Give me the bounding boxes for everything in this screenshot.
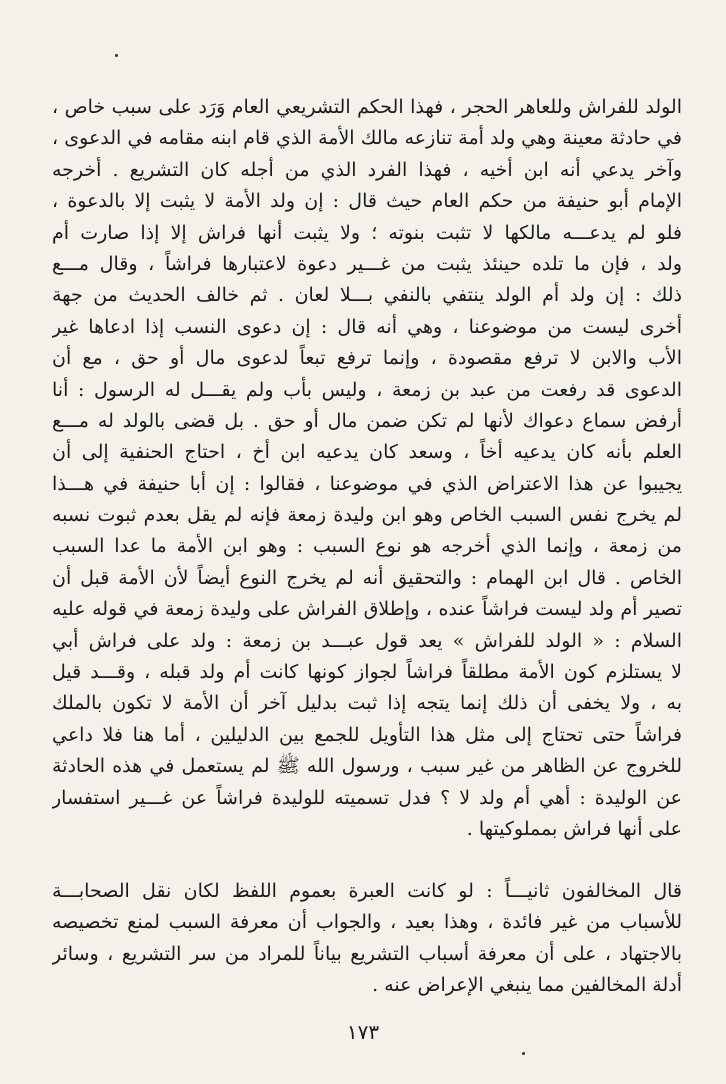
paragraph-main — [52, 92, 682, 845]
text-line: أخرى ليست من موضوعنا ، وهي أنه قال : إن دعوى النسب إذا ادعاها غير — [52, 315, 682, 338]
text-line: ولد ، فإن ما تلده حينئذ يثبت من غـــير دعوة لاعتبارها فراشاً ، وقال مـــع — [52, 252, 682, 275]
text-line: الدعوى قد رفعت من عبد بن زمعة ، وليس بأب ولم يقـــل له الرسول : أنا — [52, 378, 682, 401]
text-line: السلام : « الولد للفراش » يعد قول عبـــد بن زمعة : ولد على فراش أبي — [52, 629, 682, 652]
text-line: بالاجتهاد ، على أن معرفة أسباب التشريع بياناً للمراد من سر التشريع ، وسائر — [52, 942, 682, 965]
text-line: عن الوليدة : أهي أم ولد لا ؟ فدل تسميته للوليدة فراشاً عن غـــير استفسار — [52, 786, 682, 809]
text-line: على أنها فراش بمملوكيتها . — [466, 817, 682, 840]
page-speck-top — [115, 54, 118, 57]
paragraph-opponents — [52, 876, 682, 1002]
text-line: فلو لم يدعـــه مالكها لا تثبت بنوته ؛ ولا يثبت أنها فراش إلا إذا صارت أم — [52, 221, 682, 244]
text-line: الأب والابن لا ترفع مقصودة ، وإنما ترفع تبعاً لدعوى مال أو حق ، مع أن — [52, 347, 682, 370]
text-line: العلم بأنه كان يدعيه أخاً ، وسعد كان يدعيه ابن أخ ، احتاج الحنفية إلى أن — [52, 441, 682, 464]
text-line: قال المخالفون ثانيـــاً : لو كانت العبرة بعموم اللفظ لكان نقل الصحابـــة — [52, 880, 682, 902]
text-line: به ، ولا يخفى أن ذلك إنما يتجه إذا ثبت بدليل آخر أن الأمة لا تكون بالملك — [52, 692, 682, 715]
page-speck-bottom — [522, 1052, 525, 1055]
text-line: الخاص . قال ابن الهمام : والتحقيق أنه لم يخرج النوع أيضاً لأن الأمة قبل أن — [52, 566, 682, 589]
text-line: وآخر يدعي أنه ابن أخيه ، فهذا الفرد الذي من أجله كان التشريع . أخرجه — [52, 158, 682, 181]
page-number: ١٧٣ — [346, 1020, 380, 1044]
text-line: فراشاً حتى تحتاج إلى مثل هذا التأويل للجمع بين الدليلين ، أما هنا فلا داعي — [52, 723, 682, 746]
text-line: يجيبوا عن هذا الاعتراض الذي في موضوعنا ، فقالوا : إن أبا حنيفة في هـــذا — [52, 472, 682, 495]
text-line: من زمعة ، وإنما الذي أخرجه هو نوع السبب : وهو ابن الأمة ما عدا السبب — [52, 535, 682, 558]
text-line: أدلة المخالفين مما ينبغي الإعراض عنه . — [372, 974, 682, 997]
text-line: لا يستلزم كون الأمة مطلقاً فراشاً لجواز كونها كانت أم ولد قبله ، وقـــد قيل — [52, 661, 682, 684]
text-line: للخروج عن الظاهر من غير سبب ، ورسول الله ﷺ لم يستعمل في هذه الحادثة — [52, 755, 682, 778]
text-line: تصير أم ولد ليست فراشاً عنده ، وإطلاق الفراش على وليدة زمعة في قوله عليه — [52, 598, 682, 621]
text-line: للأسباب من غير فائدة ، وهذا بعيد ، والجواب أن معرفة السبب لمنع تخصيصه — [52, 911, 682, 934]
text-line: لم يخرج نفس السبب الخاص وهو ابن وليدة زمعة فإنه لم يقل بعدم ثبوت نسبه — [52, 504, 682, 527]
text-line: أرفض سماع دعواك لأنها لم تكن ضمن مال أو حق . بل قضى بالولد له مـــع — [52, 409, 682, 432]
text-line: في حادثة معينة وهي ولد أمة تنازعه مالك الأمة الذي قام ابنه مقامه في الدعوى ، — [52, 127, 682, 150]
text-line: الإمام أبو حنيفة من حكم العام حيث قال : إن ولد الأمة لا يثبت إلا بالدعوة ، — [52, 190, 682, 213]
text-line: ذلك : إن ولد أم الولد ينتفي بالنفي بـــلا لعان . ثم خالف الحديث من جهة — [52, 284, 682, 307]
text-line: الولد للفراش وللعاهر الحجر ، فهذا الحكم التشريعي العام وَرَد على سبب خاص ، — [52, 96, 682, 118]
